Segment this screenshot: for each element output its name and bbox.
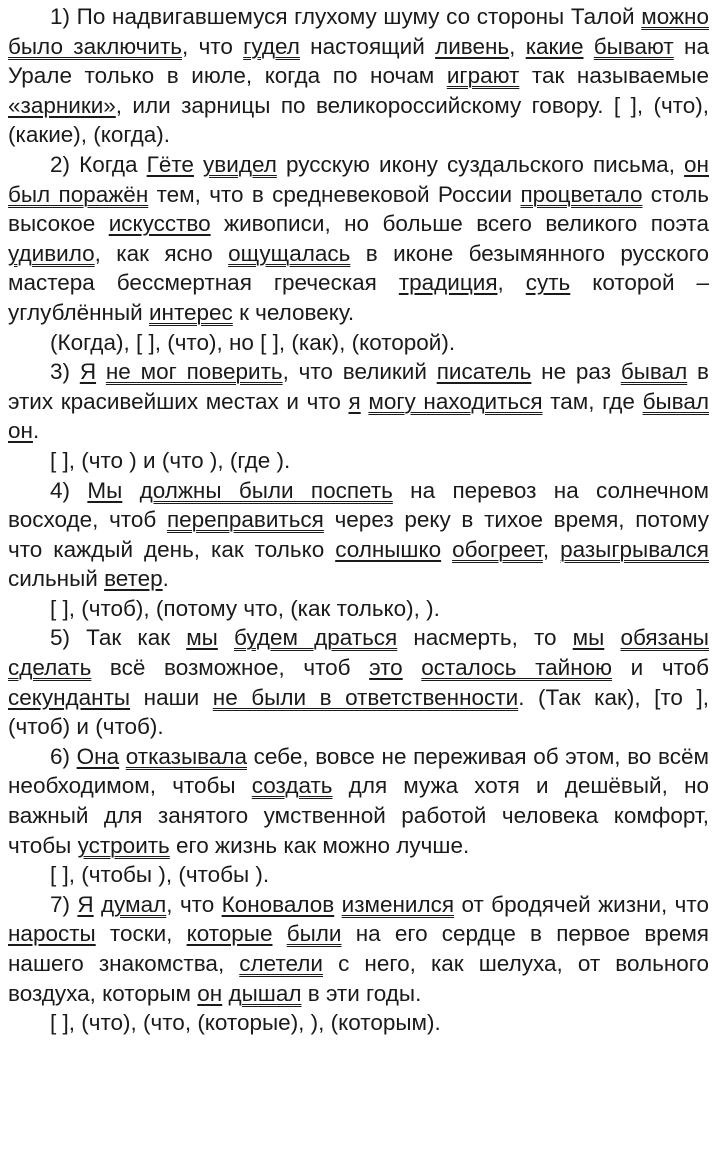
text-run: 4) xyxy=(50,477,88,503)
predicate-underlined-word: могу находиться xyxy=(368,388,543,414)
text-run: живописи, но больше всего великого поэта xyxy=(210,211,709,237)
subject-underlined-word: Я xyxy=(77,891,94,917)
predicate-underlined-word: можно было заключить xyxy=(8,4,709,59)
predicate-underlined-word: должны были поспеть xyxy=(139,477,393,503)
paragraph xyxy=(8,357,709,446)
text-run: наши xyxy=(130,684,213,710)
text-run: [ ], (что), (что, (которые), ), (которым). xyxy=(50,1010,441,1036)
text-run xyxy=(403,655,422,680)
text-run: . xyxy=(32,418,40,444)
text-run: , что великий xyxy=(282,359,437,385)
predicate-underlined-word: осталось тайною xyxy=(421,655,613,681)
text-run xyxy=(604,625,620,650)
text-run: так называемые xyxy=(519,63,709,89)
subject-underlined-word: Она xyxy=(76,743,120,769)
text-run: 6) xyxy=(50,743,77,769)
predicate-underlined-word: устроить xyxy=(77,832,170,858)
text-run: 5) Так как xyxy=(50,625,187,651)
text-run: , или зарницы по великороссийскому говору. [ ], (что), (какие), (когда). xyxy=(8,92,709,148)
paragraph xyxy=(8,446,709,476)
subject-underlined-word: Коновалов xyxy=(221,891,335,917)
text-run: на перевоз на солнечном восходе, чтоб xyxy=(8,477,710,533)
text-run xyxy=(94,892,101,917)
subject-underlined-word: солнышко xyxy=(335,536,442,562)
subject-underlined-word: он xyxy=(8,418,33,444)
predicate-underlined-word: процветало xyxy=(520,181,643,207)
paragraph xyxy=(8,1008,709,1038)
predicate-underlined-word: обязаны сделать xyxy=(8,625,709,681)
text-run: . xyxy=(162,566,169,592)
subject-underlined-word: мы xyxy=(186,625,218,651)
subject-underlined-word: наросты xyxy=(8,921,96,947)
subject-underlined-word: секунданты xyxy=(8,684,131,710)
predicate-underlined-word: играют xyxy=(446,63,520,89)
predicate-underlined-word: были xyxy=(286,921,342,947)
text-run: русскую икону суздальского письма, xyxy=(276,151,685,177)
text-run: 1) По надвигавшемуся глухому шуму со стороны Талой xyxy=(50,4,642,29)
subject-underlined-word: он xyxy=(684,151,709,177)
paragraph xyxy=(8,623,709,741)
predicate-underlined-word: увидел xyxy=(203,151,277,177)
text-run: настоящий xyxy=(299,33,436,59)
text-run: [ ], (чтобы ), (чтобы ). xyxy=(50,862,270,888)
paragraph xyxy=(8,150,709,328)
predicate-underlined-word: изменился xyxy=(341,891,455,917)
text-run: его жизнь как можно лучше. xyxy=(169,832,470,858)
text-run: 2) Когда xyxy=(50,151,147,177)
predicate-underlined-word: был поражён xyxy=(8,181,149,207)
text-run: сильный xyxy=(8,566,105,592)
subject-underlined-word: которые xyxy=(186,921,273,947)
subject-underlined-word: ливень xyxy=(435,33,510,59)
text-run: . (Так как), [то ], (чтоб) и (чтоб). xyxy=(8,684,709,740)
text-run: , xyxy=(509,33,526,59)
predicate-underlined-word: отказывала xyxy=(125,743,248,769)
subject-underlined-word: писатель xyxy=(436,359,532,385)
text-run: для мужа хотя и дешёвый, но важный для занятого умственной работой человека комфорт, чтобы xyxy=(8,773,710,858)
text-run: на Урале только в июле, когда по ночам xyxy=(8,33,709,89)
predicate-underlined-word: обогреет xyxy=(452,536,543,562)
paragraph xyxy=(8,742,709,860)
text-run: 7) xyxy=(50,891,78,917)
subject-underlined-word: я xyxy=(348,388,361,414)
text-run: и чтоб xyxy=(612,655,709,681)
subject-underlined-word: «зарники» xyxy=(8,92,116,118)
paragraph xyxy=(8,328,709,358)
text-run: от бродячей жизни, что xyxy=(454,891,709,917)
predicate-underlined-word: слетели xyxy=(239,951,323,976)
document-body xyxy=(8,2,709,1038)
text-run: [ ], (что ) и (что ), (где ). xyxy=(50,447,291,473)
subject-underlined-word: Гёте xyxy=(146,151,194,177)
text-run xyxy=(441,537,452,562)
subject-underlined-word: он xyxy=(197,980,223,1006)
subject-underlined-word: искусство xyxy=(108,211,211,237)
text-run: на его сердце в первое время нашего знакомства, xyxy=(8,921,709,976)
predicate-underlined-word: удивило xyxy=(8,240,95,266)
predicate-underlined-word: интерес xyxy=(148,299,233,325)
text-run: [ ], (чтоб), (потому что, (как только), ). xyxy=(50,595,440,621)
text-run: всё возможное, чтоб xyxy=(91,655,370,681)
text-run: 3) xyxy=(50,359,80,385)
text-run: (Когда), [ ], (что), но [ ], (как), (которой). xyxy=(50,329,456,355)
text-run xyxy=(583,34,593,59)
text-run: тоски, xyxy=(95,921,187,947)
text-run xyxy=(218,625,234,650)
predicate-underlined-word: не мог поверить xyxy=(105,359,283,385)
predicate-underlined-word: гудел xyxy=(243,33,300,59)
text-run: , что xyxy=(182,33,244,59)
text-run: которой – углублённый xyxy=(8,270,709,325)
subject-underlined-word: ветер xyxy=(104,566,163,592)
text-run: не раз xyxy=(531,359,621,385)
text-run: через реку в тихое время, потому что каждый день, как только xyxy=(8,507,709,562)
predicate-underlined-word: думал xyxy=(101,891,167,917)
subject-underlined-word: это xyxy=(369,655,403,681)
subject-underlined-word: суть xyxy=(525,270,571,296)
text-run: себе, вовсе не переживая об этом, во всём необходимом, чтобы xyxy=(8,743,709,799)
text-run: к человеку. xyxy=(232,299,355,325)
text-run: , как ясно xyxy=(94,240,229,266)
text-run xyxy=(119,744,126,769)
predicate-underlined-word: создать xyxy=(251,773,333,799)
subject-underlined-word: Я xyxy=(79,359,97,385)
predicate-underlined-word: разыгрывался xyxy=(560,536,709,562)
predicate-underlined-word: ощущалась xyxy=(228,240,351,266)
text-run xyxy=(334,892,341,917)
text-run: тем, что в средневековой России xyxy=(148,181,521,207)
text-run xyxy=(96,359,106,384)
text-run: в этих красивейших местах и что xyxy=(8,359,709,414)
text-run: насмерть, то xyxy=(397,625,573,651)
text-run: в иконе безымянного русского мастера бессмертная греческая xyxy=(8,240,709,296)
predicate-underlined-word: дышал xyxy=(228,980,302,1006)
subject-underlined-word: какие xyxy=(525,33,584,59)
subject-underlined-word: традиция xyxy=(398,270,498,296)
predicate-underlined-word: бывал xyxy=(620,359,688,385)
paragraph xyxy=(8,594,709,624)
text-run: столь высокое xyxy=(8,181,709,237)
text-run: , что xyxy=(166,891,222,917)
predicate-underlined-word: переправиться xyxy=(166,507,324,533)
subject-underlined-word: Мы xyxy=(87,477,123,503)
text-run: , xyxy=(497,270,526,296)
predicate-underlined-word: бывал xyxy=(642,388,709,414)
paragraph xyxy=(8,2,709,150)
predicate-underlined-word: не были в ответственности xyxy=(212,684,519,710)
text-run: в эти годы. xyxy=(301,980,422,1006)
text-run xyxy=(273,921,287,946)
text-run: , xyxy=(542,536,561,562)
text-run xyxy=(122,478,139,503)
text-run xyxy=(194,152,203,177)
paragraph xyxy=(8,890,709,1008)
predicate-underlined-word: будем драться xyxy=(233,625,398,651)
text-run: с него, как шелуха, от вольного воздуха, которым xyxy=(8,951,709,1006)
paragraph xyxy=(8,860,709,890)
text-run: там, где xyxy=(542,388,643,414)
paragraph xyxy=(8,476,709,594)
subject-underlined-word: мы xyxy=(572,625,605,651)
predicate-underlined-word: бывают xyxy=(593,33,674,59)
